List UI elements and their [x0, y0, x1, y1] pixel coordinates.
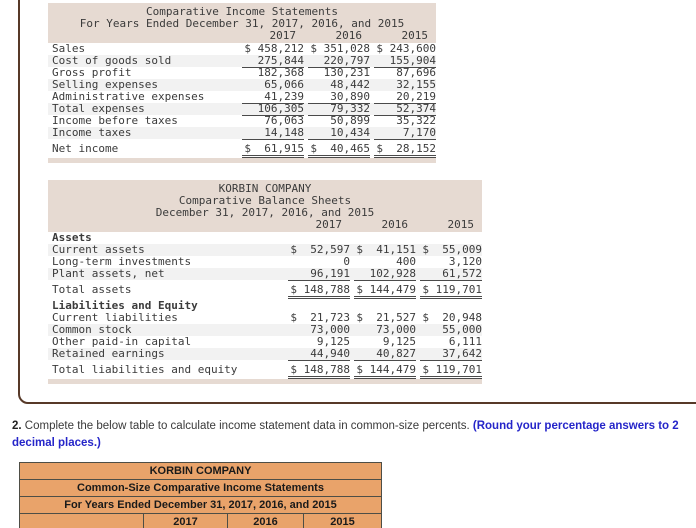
table-row: Net income $ 61,915 $ 40,465 $ 28,152: [48, 143, 436, 155]
table-row: Current assets $ 52,597 $ 41,151 $ 55,009: [48, 244, 482, 256]
year-column-header: 2017: [144, 514, 228, 528]
table-row: Sales $ 458,212 $ 351,028 $ 243,600: [52, 42, 436, 55]
table-row: Current liabilities $ 21,723 $ 21,527 $ 20,948: [52, 311, 482, 324]
table-row: Gross profit 182,368 130,231 87,696: [52, 66, 436, 79]
balance-sheet-company: KORBIN COMPANY: [218, 182, 312, 195]
balance-sheet-subtitle: December 31, 2017, 2016, and 2015: [155, 206, 375, 219]
table-row: Income taxes 14,148 10,434 7,170: [48, 127, 436, 139]
year-column-header: 2016: [381, 218, 408, 231]
year-column-header: 2015: [304, 514, 382, 528]
year-column-header: 2015: [447, 218, 474, 231]
empty-header-cell: [20, 514, 144, 528]
year-column-header: 2015: [401, 29, 428, 42]
table-row: [20, 514, 382, 528]
common-size-subtitle: For Years Ended December 31, 2017, 2016, and 2015: [20, 497, 382, 514]
year-column-header: 2016: [335, 29, 362, 42]
table-row: Plant assets, net 96,191 102,928 61,572: [48, 268, 482, 280]
table-row: Selling expenses 65,066 48,442 32,155: [48, 79, 436, 91]
table-row: [20, 497, 382, 514]
instruction-highlight: (Round your percentage answers to 2 decimal places.): [12, 420, 679, 449]
balance-sheet-header: [48, 180, 482, 232]
table-row: Long-term investments 0 400 3,120: [52, 255, 482, 268]
income-statement-table: [48, 3, 436, 163]
instruction-body: Complete the below table to calculate income statement data in common-size percents.: [21, 420, 473, 432]
section-header-row: Assets: [52, 231, 92, 244]
table-footer-strip: [48, 158, 436, 163]
section-header-row: Liabilities and Equity: [52, 299, 198, 312]
table-row: [20, 463, 382, 480]
instruction-number: 2.: [12, 420, 22, 432]
total-row: Total assets $ 148,788 $ 144,479 $ 119,701: [48, 284, 482, 296]
table-row: Total expenses 106,305 79,332 52,374: [48, 103, 436, 115]
table-row: Common stock 73,000 73,000 55,000: [48, 324, 482, 336]
total-row: Total liabilities and equity $ 148,788 $ 144,479 $ 119,701: [48, 364, 482, 376]
table-row: Cost of goods sold 275,844 220,797 155,904: [48, 55, 436, 67]
table-footer-strip: [48, 379, 482, 384]
common-size-company: KORBIN COMPANY: [20, 463, 382, 480]
year-column-header: 2016: [228, 514, 304, 528]
instruction-text: [12, 418, 694, 452]
income-statement-header: [48, 3, 436, 43]
balance-sheet-year-row: [48, 219, 482, 232]
table-row: Retained earnings 44,940 40,827 37,642: [48, 348, 482, 360]
year-column-header: 2017: [315, 218, 342, 231]
income-statement-subtitle: For Years Ended December 31, 2017, 2016, and 2015: [79, 17, 405, 30]
income-statement-title: Comparative Income Statements: [145, 5, 339, 18]
table-row: Income before taxes 76,063 50,899 35,322: [52, 114, 436, 127]
balance-sheet-table: [48, 180, 482, 384]
common-size-table: [19, 462, 382, 528]
year-column-header: 2017: [269, 29, 296, 42]
common-size-title: Common-Size Comparative Income Statements: [20, 480, 382, 497]
balance-sheet-title: Comparative Balance Sheets: [178, 194, 352, 207]
table-row: Other paid-in capital 9,125 9,125 6,111: [52, 335, 482, 348]
table-row: [20, 480, 382, 497]
table-row: Administrative expenses 41,239 30,890 20,219: [52, 90, 436, 103]
